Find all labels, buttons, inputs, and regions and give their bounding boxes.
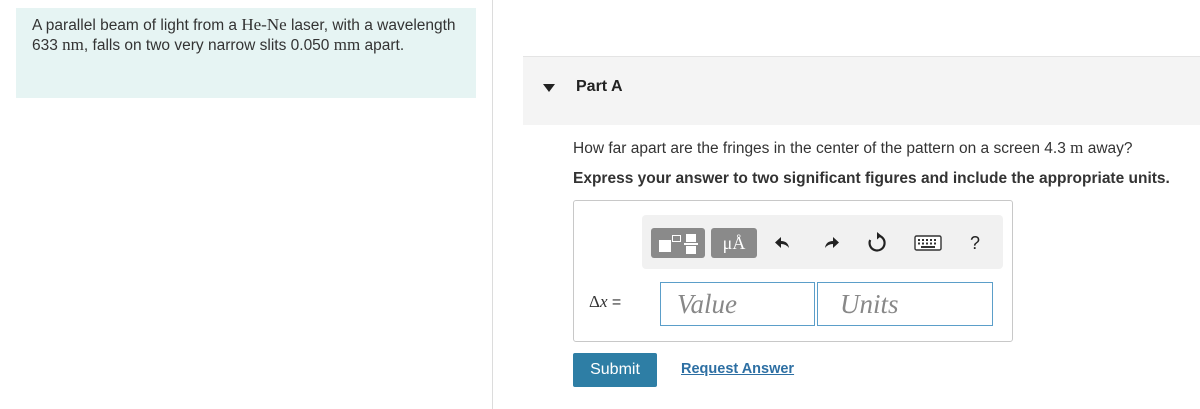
units-button[interactable]: μÅ <box>711 228 757 258</box>
submit-button[interactable]: Submit <box>573 353 657 387</box>
templates-button[interactable] <box>651 228 705 258</box>
problem-text: A parallel beam of light from a <box>32 17 242 34</box>
question-text <box>573 138 1133 158</box>
reset-icon <box>866 232 888 254</box>
equals-sign: = <box>607 294 622 311</box>
variable-x: x <box>599 292 608 311</box>
part-header[interactable] <box>523 56 1200 125</box>
part-title: Part A <box>576 78 623 95</box>
units-input[interactable]: Units <box>817 282 993 326</box>
undo-icon <box>773 233 793 253</box>
answer-variable-label <box>589 289 621 333</box>
problem-text: laser, with a wavelength 633 <box>32 17 456 54</box>
problem-statement <box>16 8 476 98</box>
answer-panel <box>573 200 1013 342</box>
problem-text: , falls on two very narrow slits 0.050 <box>83 37 334 54</box>
redo-icon <box>821 233 841 253</box>
math-toolbar <box>642 215 1003 269</box>
laser-type: He-Ne <box>241 15 287 34</box>
collapse-triangle-icon[interactable] <box>543 84 555 92</box>
question-text-part: away? <box>1083 140 1133 157</box>
distance-unit: m <box>1070 138 1084 157</box>
help-button[interactable]: ? <box>969 232 980 253</box>
redo-button[interactable] <box>816 228 846 258</box>
spacing-unit: mm <box>333 35 361 54</box>
wavelength-unit: nm <box>62 35 84 54</box>
delta-symbol: Δ <box>589 292 600 311</box>
answer-instruction: Express your answer to two significant figures and include the appropriate units. <box>573 170 1170 187</box>
undo-button[interactable] <box>768 228 798 258</box>
reset-button[interactable] <box>862 228 892 258</box>
request-answer-link[interactable]: Request Answer <box>681 361 795 377</box>
value-input[interactable]: Value <box>660 282 815 326</box>
keyboard-button[interactable] <box>910 228 946 258</box>
question-text-part: How far apart are the fringes in the center of the pattern on a screen 4.3 <box>573 140 1071 157</box>
problem-text: apart. <box>360 37 405 54</box>
column-divider <box>492 0 493 409</box>
keyboard-icon <box>914 235 942 251</box>
